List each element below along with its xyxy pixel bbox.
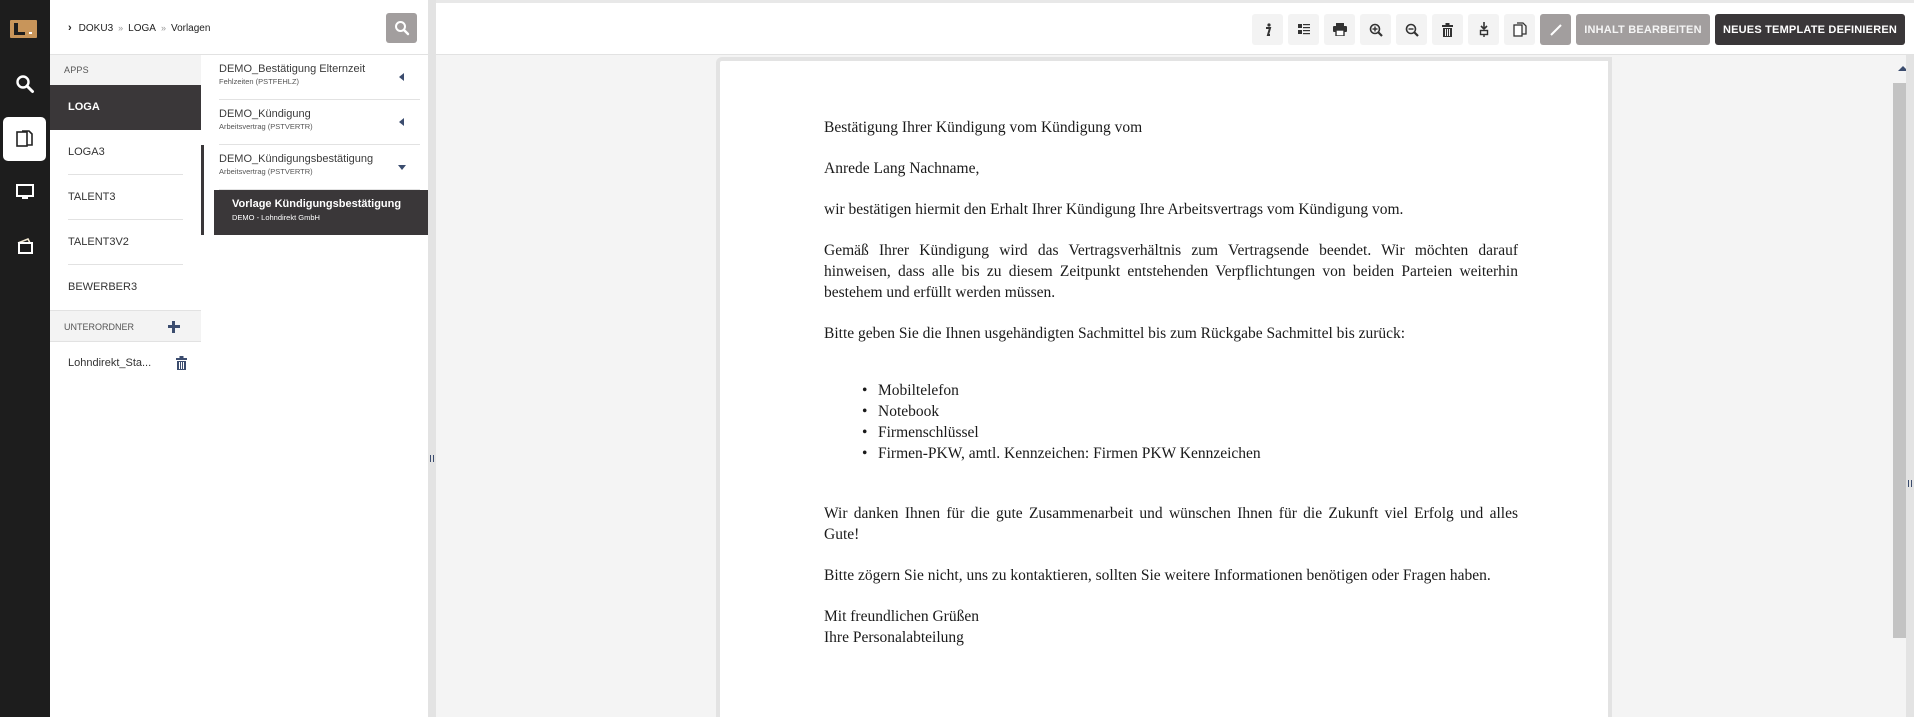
template-title: DEMO_Bestätigung Elternzeit (219, 63, 366, 75)
document-closing: Mit freundlichen Grüßen (824, 608, 979, 625)
search-button[interactable] (386, 13, 417, 43)
info-icon (1263, 23, 1273, 37)
list-item: • Notebook (862, 401, 1518, 422)
template-subtitle: Arbeitsvertrag (PSTVERTR) (219, 122, 313, 131)
app-item-loga[interactable]: LOGA (50, 85, 201, 130)
document-paragraph: Wir danken Ihnen für die gute Zusammenarbeit und wünschen Ihnen für die Zukunft viel Erfolg und alles Gute! (824, 505, 1518, 543)
template-item[interactable] (219, 55, 428, 100)
list-item: • Firmen-PKW, amtl. Kennzeichen: Firmen PKW Kennzeichen (862, 443, 1518, 464)
vertical-scrollbar[interactable] (1893, 83, 1906, 693)
breadcrumb-separator: » (160, 23, 166, 33)
navigation-header (50, 0, 428, 55)
breadcrumb-item[interactable]: LOGA (128, 22, 156, 34)
drag-handle-icon (430, 455, 434, 462)
template-title: DEMO_Kündigung (219, 108, 311, 120)
document-paragraph: Bitte geben Sie die Ihnen usgehändigten Sachmittel bis zum Rückgabe Sachmittel bis zurück: (824, 325, 1406, 342)
document-page (716, 57, 1612, 717)
app-item-bewerber3[interactable]: BEWERBER3 (68, 281, 138, 293)
icon-rail (0, 0, 50, 717)
gallery-icon (15, 237, 35, 255)
zoom-in-icon (1369, 23, 1383, 37)
scrollbar-thumb[interactable] (1893, 83, 1906, 638)
subfolders-section-label: UNTERORDNER (64, 322, 135, 332)
print-button[interactable] (1324, 14, 1355, 45)
info-button[interactable] (1252, 14, 1283, 45)
download-icon (1479, 22, 1489, 37)
rail-monitor-button[interactable] (3, 170, 46, 214)
document-salutation: Anrede Lang Nachname, (824, 160, 980, 177)
breadcrumb (68, 22, 210, 34)
template-title: DEMO_Kündigungsbestätigung (219, 153, 374, 165)
subfolder-label: Lohndirekt_Sta... (68, 357, 152, 369)
document-subject: Bestätigung Ihrer Kündigung vom Kündigung vom (824, 119, 1143, 136)
chevron-right-icon: › (68, 22, 72, 34)
apps-panel (50, 55, 201, 717)
trash-icon (1442, 23, 1453, 37)
pencil-icon (1549, 23, 1563, 37)
active-indicator (201, 145, 204, 235)
download-button[interactable] (1468, 14, 1499, 45)
template-version-subtitle: DEMO - Lohndirekt GmbH (232, 213, 320, 222)
caret-left-icon[interactable] (399, 118, 404, 126)
panel-splitter[interactable] (428, 0, 436, 717)
copy-icon (1513, 22, 1527, 37)
search-icon (394, 20, 410, 36)
template-subtitle: Arbeitsvertrag (PSTVERTR) (219, 167, 313, 176)
app-item-loga3[interactable]: LOGA3 (50, 130, 201, 175)
edit-content-button[interactable]: INHALT BEARBEITEN (1576, 14, 1710, 45)
zoom-out-icon (1405, 23, 1419, 37)
app-item-talent3v2[interactable]: TALENT3V2 (50, 220, 201, 265)
breadcrumb-item[interactable]: Vorlagen (170, 22, 211, 34)
list-button[interactable] (1288, 14, 1319, 45)
subfolder-item[interactable] (50, 342, 201, 384)
breadcrumb-item[interactable]: DOKU3 (78, 22, 114, 34)
rail-search-button[interactable] (3, 62, 46, 106)
document-paragraph: Gemäß Ihrer Kündigung wird das Vertragsverhältnis zum Vertragsende beendet. Wir möchten darauf hinweisen, dass alle bis zu diesem Zeitpunkt entstehenden Verpflichtungen von beiden Parteien weiterhin bestehem und erfüllt werden müssen. (824, 242, 1518, 301)
right-panel-splitter[interactable] (1906, 55, 1914, 717)
subfolders-header (50, 310, 201, 342)
app-item-talent3[interactable]: TALENT3 (50, 175, 201, 220)
document-signature: Ihre Personalabteilung (824, 629, 964, 646)
list-icon (1298, 24, 1310, 35)
documents-icon (14, 128, 36, 150)
template-item[interactable] (219, 100, 428, 145)
list-item: • Firmenschlüssel (862, 422, 1518, 443)
list-item: • Mobiltelefon (862, 380, 1518, 401)
rail-gallery-button[interactable] (3, 224, 46, 268)
document-content (824, 117, 1518, 648)
document-paragraph: wir bestätigen hiermit den Erhalt Ihrer Kündigung Ihre Arbeitsvertrags vom Kündigung vom. (824, 201, 1404, 218)
delete-button[interactable] (1432, 14, 1463, 45)
add-subfolder-button[interactable] (167, 320, 181, 334)
returned-items-list (862, 380, 1518, 464)
caret-left-icon[interactable] (399, 73, 404, 81)
monitor-icon (15, 183, 35, 201)
print-icon (1333, 23, 1347, 36)
breadcrumb-separator: » (118, 23, 124, 33)
template-item-expanded[interactable] (219, 145, 428, 190)
zoom-out-button[interactable] (1396, 14, 1427, 45)
template-subtitle: Fehlzeiten (PSTFEHLZ) (219, 77, 300, 86)
logo-icon[interactable] (10, 20, 37, 38)
drag-handle-icon (1908, 480, 1912, 487)
toolbar (436, 0, 1914, 55)
document-paragraph: Bitte zögern Sie nicht, uns zu kontaktieren, sollten Sie weitere Informationen benötigen oder Fragen haben. (824, 567, 1491, 584)
trash-icon[interactable] (176, 356, 187, 370)
search-icon (15, 74, 35, 94)
templates-panel (201, 55, 428, 717)
template-version-title: Vorlage Kündigungsbestätigung (232, 198, 402, 210)
edit-button[interactable] (1540, 14, 1571, 45)
document-viewer (436, 55, 1906, 717)
zoom-in-button[interactable] (1360, 14, 1391, 45)
new-template-button[interactable]: NEUES TEMPLATE DEFINIEREN (1715, 14, 1905, 45)
copy-button[interactable] (1504, 14, 1535, 45)
rail-documents-button[interactable] (3, 117, 46, 161)
apps-section-label: APPS (50, 55, 201, 85)
caret-down-icon[interactable] (398, 165, 406, 170)
template-version-item-selected[interactable] (214, 190, 428, 235)
